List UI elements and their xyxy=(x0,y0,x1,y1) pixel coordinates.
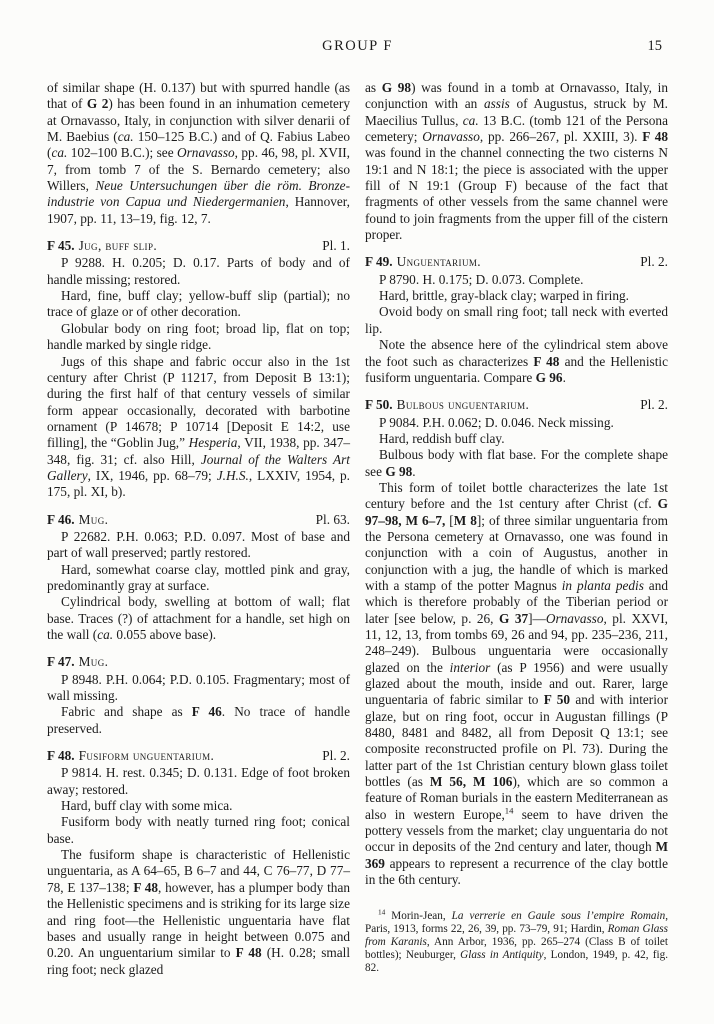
plate-reference: Pl. 63. xyxy=(315,511,350,527)
paragraph: P 9084. P.H. 0.062; D. 0.046. Neck missing. xyxy=(379,414,614,430)
entry-heading xyxy=(365,397,668,413)
paragraph: Jugs of this shape and fabric occur also in the 1st century after Christ (P 11217, from Deposit B 13:1); during the first half of that century vessels of similar form appear occasionally, decorated with barbotine ornament (P 14678; P 10714 [Deposit E 14:2, use filling], the “Goblin Jug,” Hesperia, VII, 1938, pp. 347–348, fig. 31; cf. also Hill, Journal of the Walters Art Gallery, IX, 1946, pp. 68–79; J.H.S., LXXIV, 1954, p. 175, pl. XI, b). xyxy=(47,353,351,500)
catalog-entry-f49 xyxy=(365,254,668,386)
entry-title: Bulbous unguentarium. xyxy=(396,397,530,413)
entry-id: F 49. xyxy=(365,254,393,270)
paragraph: P 8790. H. 0.175; D. 0.073. Complete. xyxy=(379,271,584,287)
page-number: 15 xyxy=(647,38,662,54)
entry-title: Mug. xyxy=(78,511,109,527)
catalog-entry-f47 xyxy=(47,654,350,737)
entry-id: F 50. xyxy=(365,397,393,413)
entry-heading xyxy=(365,254,668,270)
paragraph: Hard, reddish buff clay. xyxy=(379,430,505,446)
catalog-entry-f48 xyxy=(47,748,350,978)
catalog-entry-f50 xyxy=(365,397,668,888)
paragraph: Fusiform body with neatly turned ring foot; conical base. xyxy=(47,814,350,846)
paragraph: The fusiform shape is characteristic of Hellenistic unguentaria, as A 64–65, B 6–7 and 44, C 76–77, D 77–78, E 137–138; F 48, however, has a plumper body than the Hellenistic specimens and is striking for its large size and ring foot—the Hellenistic unguentaria have flat bases and usually range in height between 0.075 and 0.20. An unguentarium similar to F 48 (H. 0.28; small ring foot; neck glazed xyxy=(47,847,351,977)
paragraph: Globular body on ring foot; broad lip, flat on top; handle marked by single ridge. xyxy=(47,320,350,353)
page-header xyxy=(47,38,668,56)
entry-heading xyxy=(47,748,350,764)
paragraph: Hard, brittle, gray-black clay; warped in firing. xyxy=(379,288,629,304)
entry-id: F 47. xyxy=(47,654,75,670)
plate-reference: Pl. 1. xyxy=(322,238,350,254)
paragraph: Note the absence here of the cylindrical stem above the foot such as characterizes F 48 and the Hellenistic fusiform unguentaria. Compare G 96. xyxy=(365,337,668,385)
paragraph: P 9814. H. rest. 0.345; D. 0.131. Edge of foot broken away; restored. xyxy=(47,765,350,797)
paragraph: Fabric and shape as F 46. No trace of handle preserved. xyxy=(47,704,350,736)
entry-id: F 48. xyxy=(47,748,75,764)
right-column xyxy=(365,80,668,978)
entry-title: Mug. xyxy=(78,654,109,670)
entry-id: F 46. xyxy=(47,511,75,527)
paragraph: P 22682. P.H. 0.063; P.D. 0.097. Most of base and part of wall preserved; partly restored. xyxy=(47,528,350,561)
footnote: $^{14}$ Morin-Jean, La verrerie en Gaule sous l’empire Romain, Paris, 1913, forms 22, 26, 39, pp. 73–79, 91; Hardin, Roman Glass from Karanis, Ann Arbor, 1936, pp. 265–274 (Class B of toilet bottles); Neuburger, Glass in Antiquity, London, 1949, p. 42, fig. 82. xyxy=(365,907,669,974)
entry-heading xyxy=(47,512,350,528)
paragraph-continuation: as G 98) was found in a tomb at Ornavasso, Italy, in conjunction with an assis of Augustus, struck by M. Maecilius Tullus, ca. 13 B.C. (tomb 121 of the Persona cemetery; Ornavasso, pp. 266–267, pl. XXIII, 3). F 48 was found in the channel connecting the two cisterns N 19:1 and N 18:1; the piece is associated with the upper fill of N 19:1 (Group F) because of the fact that fragments of other vessels from the same channel were found to join fragments from the upper fill of the cistern proper. xyxy=(365,80,669,243)
paragraph-continuation: of similar shape (H. 0.137) but with spurred handle (as that of G 2) has been found in an inhumation cemetery at Ornavasso, Italy, in conjunction with silver denarii of M. Baebius (ca. 150–125 B.C.) and of Q. Fabius Labeo (ca. 102–100 B.C.); see Ornavasso, pp. 46, 98, pl. XVII, 7, from tomb 7 of the S. Bernardo cemetery; also Willers, Neue Untersuchungen über die röm. Bronze-industrie von Capua und Niedergermanien, Hannover, 1907, pp. 11, 13–19, fig. 12, 7. xyxy=(47,80,351,226)
paragraph: Cylindrical body, swelling at bottom of wall; flat base. Traces (?) of attachment for a handle, set high on the wall (ca. 0.055 above base). xyxy=(47,594,350,642)
entry-heading xyxy=(47,238,350,254)
plate-reference: Pl. 2. xyxy=(640,397,668,413)
paragraph: Bulbous body with flat base. For the complete shape see G 98. xyxy=(365,447,668,479)
paragraph: P 8948. P.H. 0.064; P.D. 0.105. Fragmentary; most of wall missing. xyxy=(47,671,350,704)
catalog-entry-f46 xyxy=(47,512,350,644)
paragraph: Hard, fine, buff clay; yellow-buff slip (partial); no trace of glaze or of other decoration. xyxy=(47,288,350,320)
left-column xyxy=(47,80,350,978)
entry-title: Fusiform unguentarium. xyxy=(78,748,215,764)
text-columns xyxy=(47,80,668,978)
paragraph: This form of toilet bottle characterizes the late 1st century before and the 1st century after Christ (cf. G 97–98, M 6–7, [M 8]; of three similar unguentaria from the Persona cemetery at Ornavasso, one was found in conjunction with a coin of Augustus, another in conjunction with a jug, the handle of which is marked with a stamp of the potter Magnus in planta pedis and which is therefore probably of the Tiberian period or later [see below, p. 26, G 37]—Ornavasso, pl. XXVI, 11, 12, 13, from tombs 69, 26 and 94, pp. 235–236, 211, 248–249). Bulbous unguentaria were occasionally glazed on the interior (as P 1956) and were usually glazed about the mouth, inside and out. Rarer, large unguentaria of fabric similar to F 50 and with interior glaze, but on ring foot, occur in Augustan fillings (P 8480, 8481 and 8482, all from Deposit Q 13:1; see composite reconstructed profile on Pl. 73). During the latter part of the 1st Christian century blown glass toilet bottles (as M 56, M 106), which are so common a feature of Roman burials in the eastern Mediterranean as also in western Europe,$^{14}$ seem to have driven the pottery vessels from the market; clay unguentaria do not occur in deposits of the 2nd century and later, though M 369 appears to represent a recurrence of the clay bottle in the 6th century. xyxy=(365,479,669,888)
paragraph: Hard, somewhat coarse clay, mottled pink and gray, predominantly gray at surface. xyxy=(47,561,350,593)
paragraph: Hard, buff clay with some mica. xyxy=(61,798,233,814)
running-head: GROUP F xyxy=(322,38,393,54)
entry-heading xyxy=(47,654,350,670)
paragraph: P 9288. H. 0.205; D. 0.17. Parts of body and of handle missing; restored. xyxy=(47,255,350,287)
catalog-entry-f45 xyxy=(47,238,350,501)
entry-title: Jug, buff slip. xyxy=(78,238,158,254)
plate-reference: Pl. 2. xyxy=(640,254,668,270)
paragraph: Ovoid body on small ring foot; tall neck with everted lip. xyxy=(365,304,668,336)
plate-reference: Pl. 2. xyxy=(322,748,350,764)
entry-title: Unguentarium. xyxy=(396,254,481,270)
entry-id: F 45. xyxy=(47,238,75,254)
